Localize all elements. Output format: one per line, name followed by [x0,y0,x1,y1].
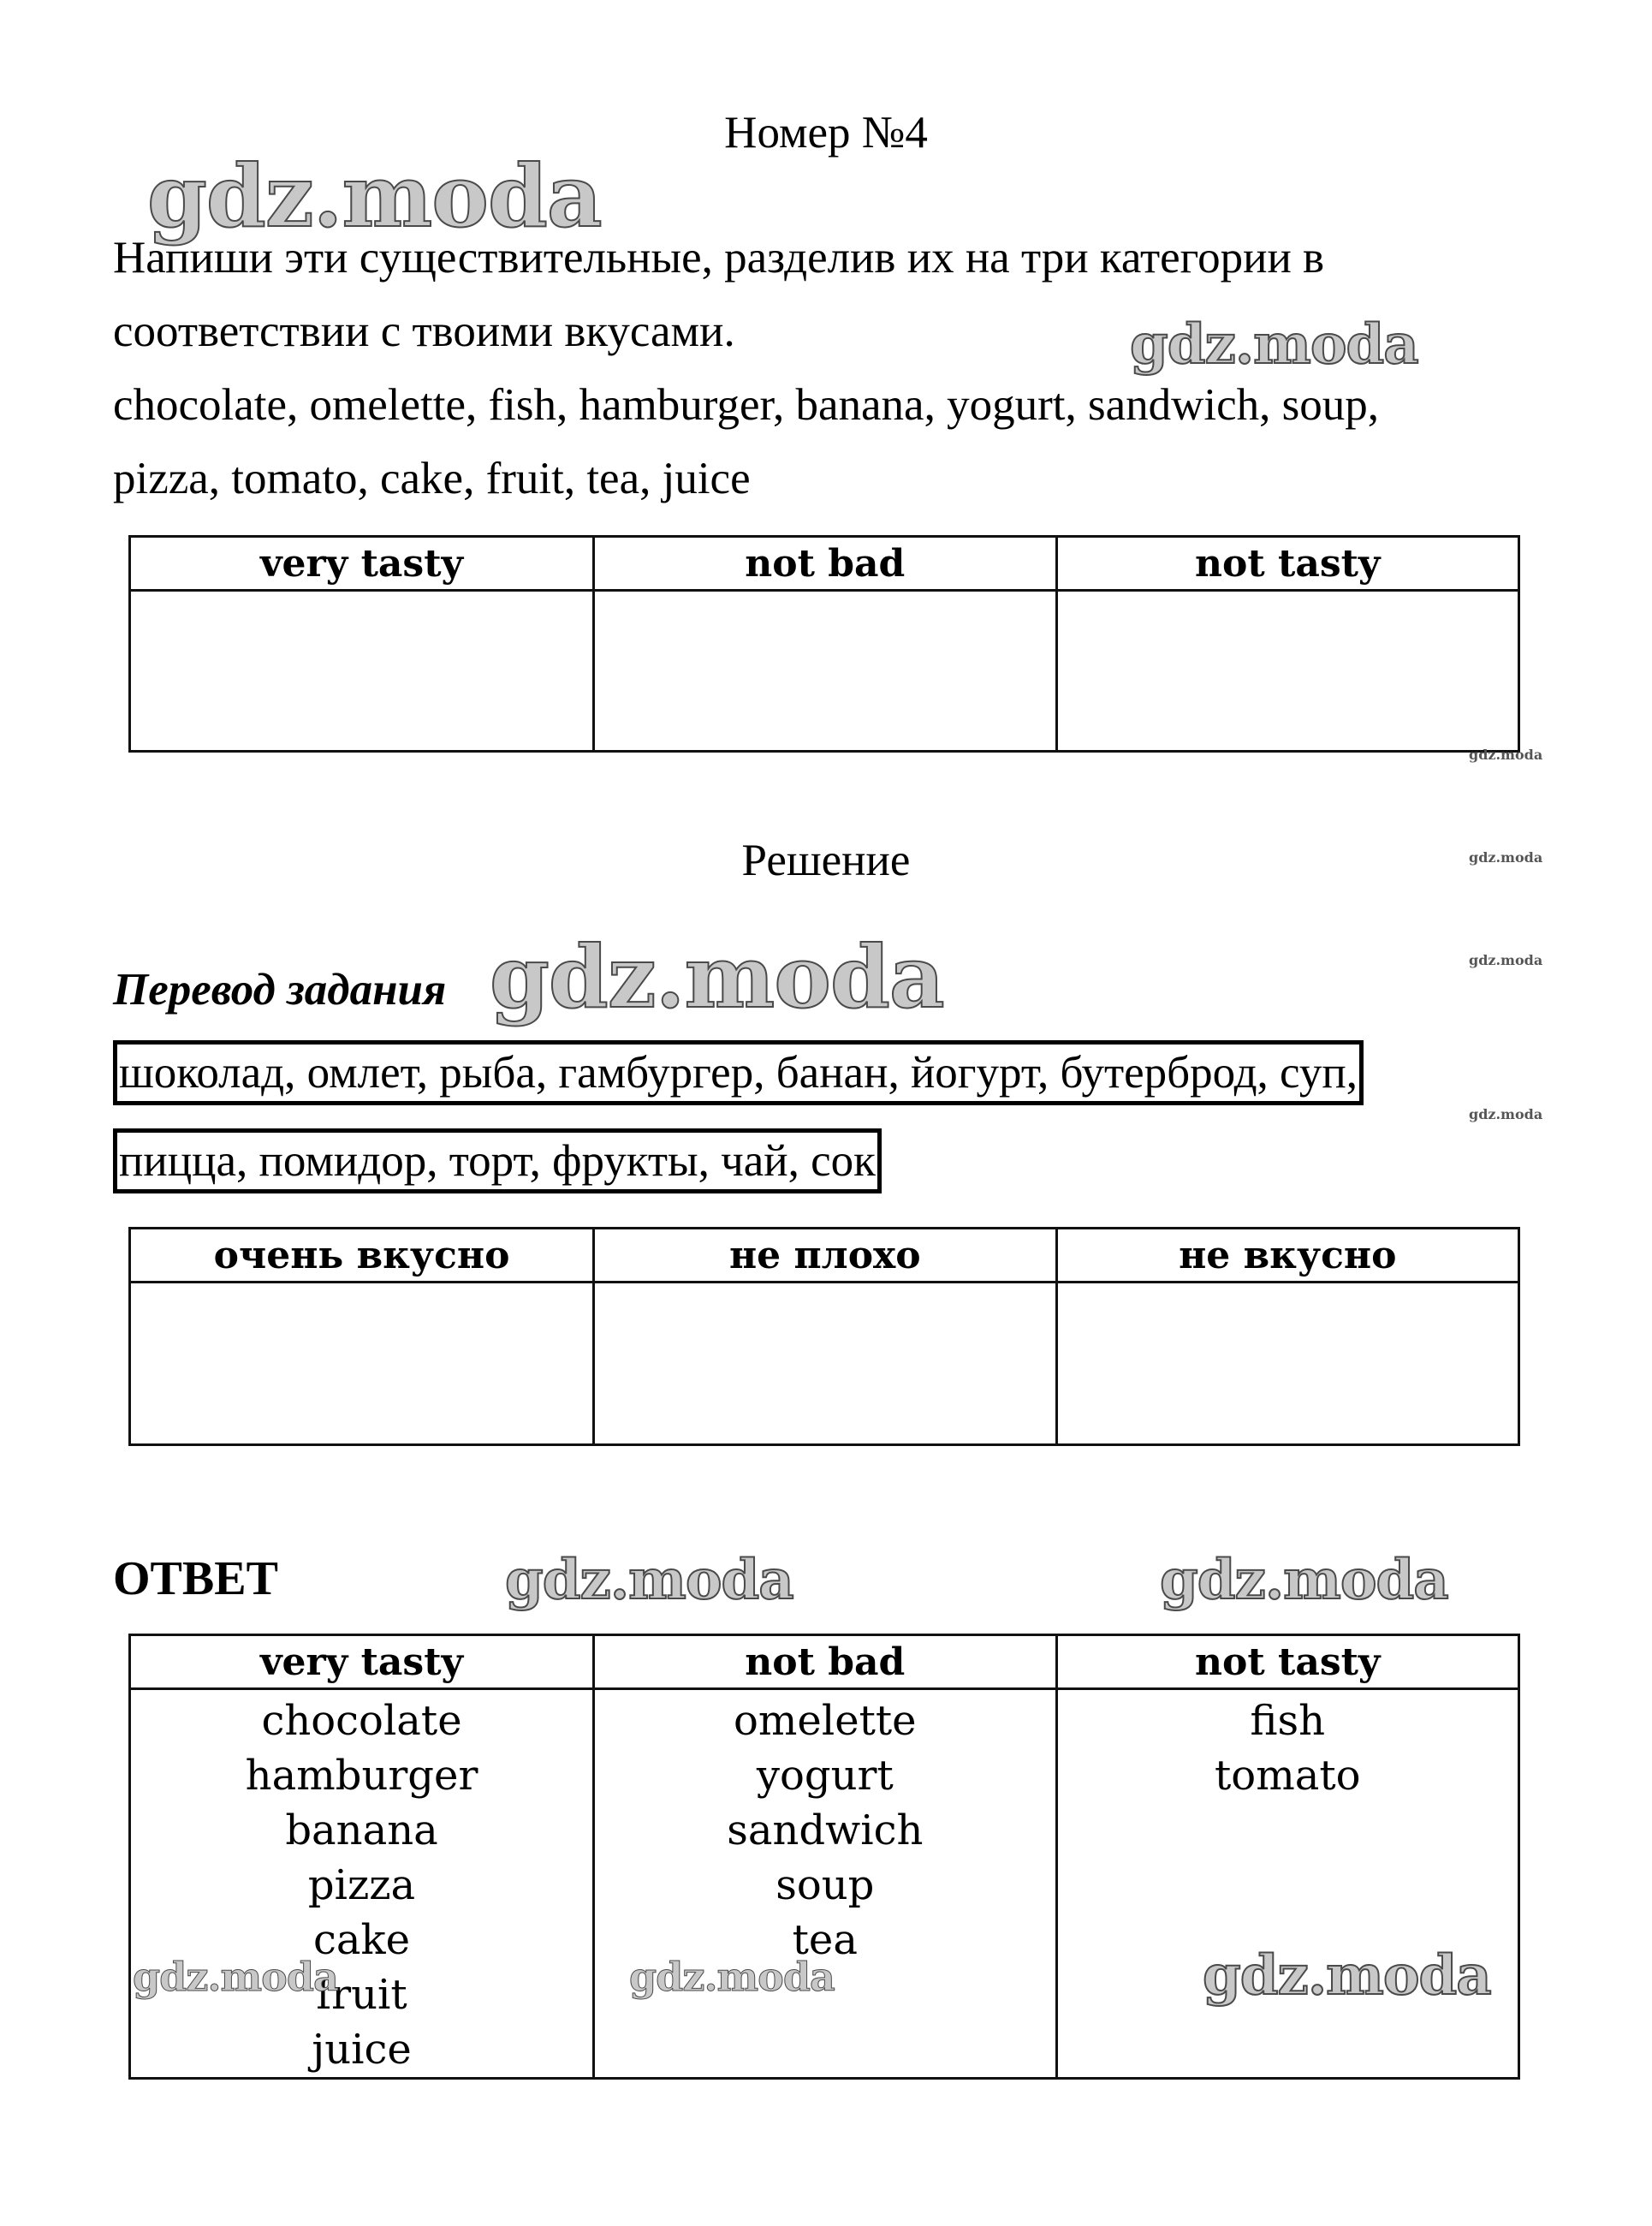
answer-cell-not-tasty [1056,1689,1518,2079]
column-header: not bad [594,537,1056,591]
list-item: fish [1250,1697,1326,1745]
answer-list [131,1693,592,2077]
translation-label: Перевод задания [113,965,447,1015]
empty-cell [1056,1283,1518,1445]
list-item: yogurt [756,1752,894,1800]
watermark: gdz.moda [505,1548,793,1612]
list-item: hamburger [245,1752,478,1800]
empty-cell [1056,591,1518,752]
column-header: not tasty [1056,1635,1518,1689]
watermark: gdz.moda [1469,849,1543,866]
column-header: very tasty [130,537,594,591]
empty-cell [594,1283,1056,1445]
list-item: cake [313,1916,411,1964]
empty-cell [130,591,594,752]
answer-cell-not-bad [594,1689,1056,2079]
answer-cell-very-tasty [130,1689,594,2079]
instruction-line: Напиши эти существительные, разделив их на три категории в [113,233,1325,283]
watermark: gdz.moda [1469,952,1543,968]
list-item: juice [312,2026,412,2074]
answer-list [1058,1693,1518,1803]
answer-table [128,1634,1520,2080]
list-item: sandwich [727,1806,924,1854]
list-item: fruit [316,1971,407,2019]
column-header: не вкусно [1056,1229,1518,1283]
list-item: pizza [307,1861,416,1909]
empty-cell [130,1283,594,1445]
solution-heading: Решение [741,836,911,885]
task-instruction [113,221,1568,515]
words-line: pizza, tomato, cake, fruit, tea, juice [113,454,751,503]
watermark: gdz.moda [1160,1548,1448,1612]
list-item: tea [792,1916,858,1964]
answer-label: ОТВЕТ [113,1552,278,1605]
list-item: omelette [734,1697,917,1745]
watermark: gdz.moda [1469,1106,1543,1122]
answer-list [595,1693,1055,1967]
translation-line: пицца, помидор, торт, фрукты, чай, сок [113,1128,882,1193]
task-table [128,535,1520,753]
column-header: не плохо [594,1229,1056,1283]
list-item: chocolate [261,1697,462,1745]
list-item: soup [775,1861,875,1909]
watermark: gdz.moda [490,926,944,1027]
translation-table [128,1227,1520,1446]
column-header: not bad [594,1635,1056,1689]
task-number: Номер №4 [724,108,928,158]
column-header: not tasty [1056,537,1518,591]
list-item: banana [285,1806,438,1854]
watermark: gdz.moda [1130,312,1418,377]
watermark: gdz.moda [629,1954,835,2000]
watermark: gdz.moda [133,1954,338,2000]
watermark: gdz.moda [147,146,602,247]
instruction-line: соответствии с твоими вкусами. [113,307,735,356]
column-header: очень вкусно [130,1229,594,1283]
watermark: gdz.moda [1469,747,1543,763]
words-line: chocolate, omelette, fish, hamburger, banana, yogurt, sandwich, soup, [113,380,1380,430]
list-item: tomato [1215,1752,1361,1800]
column-header: very tasty [130,1635,594,1689]
empty-cell [594,591,1056,752]
translation-line: шоколад, омлет, рыба, гамбургер, банан, йогурт, бутерброд, суп, [113,1040,1364,1105]
watermark: gdz.moda [1203,1943,1491,2008]
